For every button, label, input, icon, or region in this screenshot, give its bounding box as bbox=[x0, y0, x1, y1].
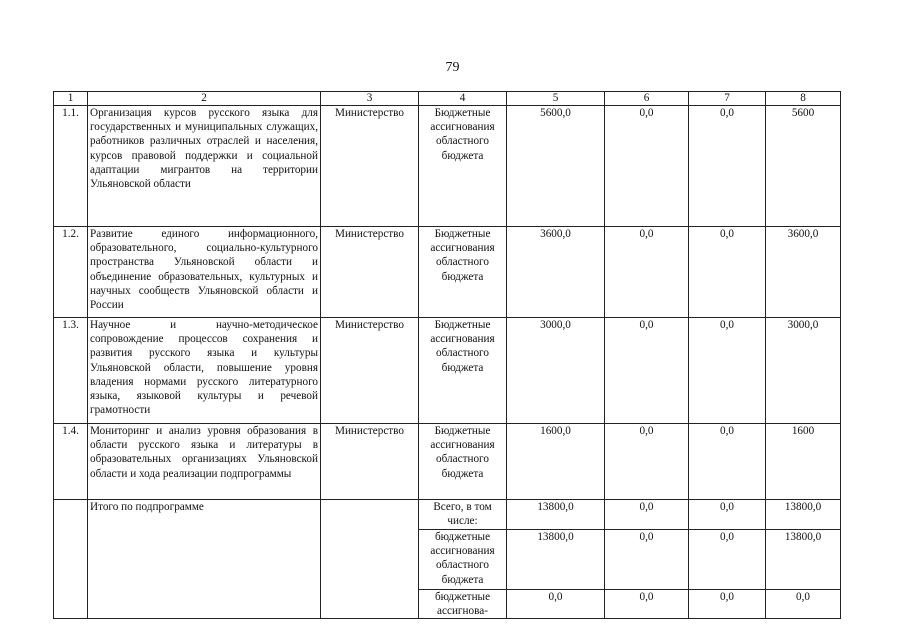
row-responsible: Министерство bbox=[321, 424, 419, 500]
row-value-col7: 0,0 bbox=[689, 106, 766, 227]
column-header: 6 bbox=[605, 92, 689, 106]
table-row bbox=[54, 318, 841, 424]
row-funding-source: Бюджетные ассигнования областного бюджета bbox=[419, 227, 507, 318]
row-number: 1.1. bbox=[54, 106, 88, 227]
table-row bbox=[54, 106, 841, 227]
total-row bbox=[54, 500, 841, 530]
column-header: 3 bbox=[321, 92, 419, 106]
row-value-col6: 0,0 bbox=[605, 424, 689, 500]
column-header: 8 bbox=[766, 92, 841, 106]
total-value-col7: 0,0 bbox=[689, 500, 766, 530]
row-funding-source: Бюджетные ассигнования областного бюджета bbox=[419, 424, 507, 500]
row-value-col6: 0,0 bbox=[605, 318, 689, 424]
column-header: 2 bbox=[88, 92, 321, 106]
column-header: 5 bbox=[507, 92, 605, 106]
total-value-col5: 0,0 bbox=[507, 590, 605, 619]
row-number: 1.2. bbox=[54, 227, 88, 318]
total-value-col8: 13800,0 bbox=[766, 500, 841, 530]
row-value-col5: 3600,0 bbox=[507, 227, 605, 318]
row-value-col5: 5600,0 bbox=[507, 106, 605, 227]
row-responsible: Министерство bbox=[321, 318, 419, 424]
row-value-col8: 3600,0 bbox=[766, 227, 841, 318]
table-row bbox=[54, 227, 841, 318]
total-funding-source: бюджетные ассигнова- bbox=[419, 590, 507, 619]
total-value-col8: 0,0 bbox=[766, 590, 841, 619]
row-description: Развитие единого информационного, образовательного, социально-культурного пространства Ульяновской области и объединение образовательных, культурных и научных сообществ Ульяновской области и России bbox=[88, 227, 321, 318]
total-value-col5: 13800,0 bbox=[507, 500, 605, 530]
row-value-col6: 0,0 bbox=[605, 227, 689, 318]
row-description: Научное и научно-методическое сопровождение процессов сохранения и развития русского языка и культуры Ульяновской области, повышение уровня владения нормами русского литературного языка, языковой культуры и речевой грамотности bbox=[88, 318, 321, 424]
row-number: 1.3. bbox=[54, 318, 88, 424]
row-value-col6: 0,0 bbox=[605, 106, 689, 227]
total-number-cell bbox=[54, 500, 88, 619]
column-header: 1 bbox=[54, 92, 88, 106]
total-funding-source: Всего, в том числе: bbox=[419, 500, 507, 530]
row-description: Мониторинг и анализ уровня образования в области русского языка и литературы в образовательных организациях Ульяновской области и хода реализации подпрограммы bbox=[88, 424, 321, 500]
page-number: 79 bbox=[445, 60, 460, 75]
total-value-col8: 13800,0 bbox=[766, 530, 841, 590]
column-number-row bbox=[54, 92, 841, 106]
row-value-col7: 0,0 bbox=[689, 227, 766, 318]
total-value-col6: 0,0 bbox=[605, 500, 689, 530]
total-label: Итого по подпрограмме bbox=[88, 500, 321, 619]
row-value-col7: 0,0 bbox=[689, 424, 766, 500]
row-value-col5: 3000,0 bbox=[507, 318, 605, 424]
row-value-col5: 1600,0 bbox=[507, 424, 605, 500]
total-responsible-cell bbox=[321, 500, 419, 619]
row-description: Организация курсов русского языка для государственных и муниципальных служащих, работников различных отраслей и населения, курсов правовой поддержки и социальной адаптации мигрантов на территории Ульяновской области bbox=[88, 106, 321, 227]
row-value-col7: 0,0 bbox=[689, 318, 766, 424]
budget-table bbox=[53, 91, 841, 619]
total-value-col6: 0,0 bbox=[605, 590, 689, 619]
column-header: 7 bbox=[689, 92, 766, 106]
column-header: 4 bbox=[419, 92, 507, 106]
total-value-col7: 0,0 bbox=[689, 530, 766, 590]
row-funding-source: Бюджетные ассигнования областного бюджета bbox=[419, 106, 507, 227]
row-responsible: Министерство bbox=[321, 227, 419, 318]
table-row bbox=[54, 424, 841, 500]
row-value-col8: 5600 bbox=[766, 106, 841, 227]
total-value-col5: 13800,0 bbox=[507, 530, 605, 590]
total-funding-source: бюджетные ассигнования областного бюджета bbox=[419, 530, 507, 590]
row-number: 1.4. bbox=[54, 424, 88, 500]
total-value-col6: 0,0 bbox=[605, 530, 689, 590]
row-funding-source: Бюджетные ассигнования областного бюджета bbox=[419, 318, 507, 424]
row-responsible: Министерство bbox=[321, 106, 419, 227]
total-value-col7: 0,0 bbox=[689, 590, 766, 619]
row-value-col8: 3000,0 bbox=[766, 318, 841, 424]
row-value-col8: 1600 bbox=[766, 424, 841, 500]
